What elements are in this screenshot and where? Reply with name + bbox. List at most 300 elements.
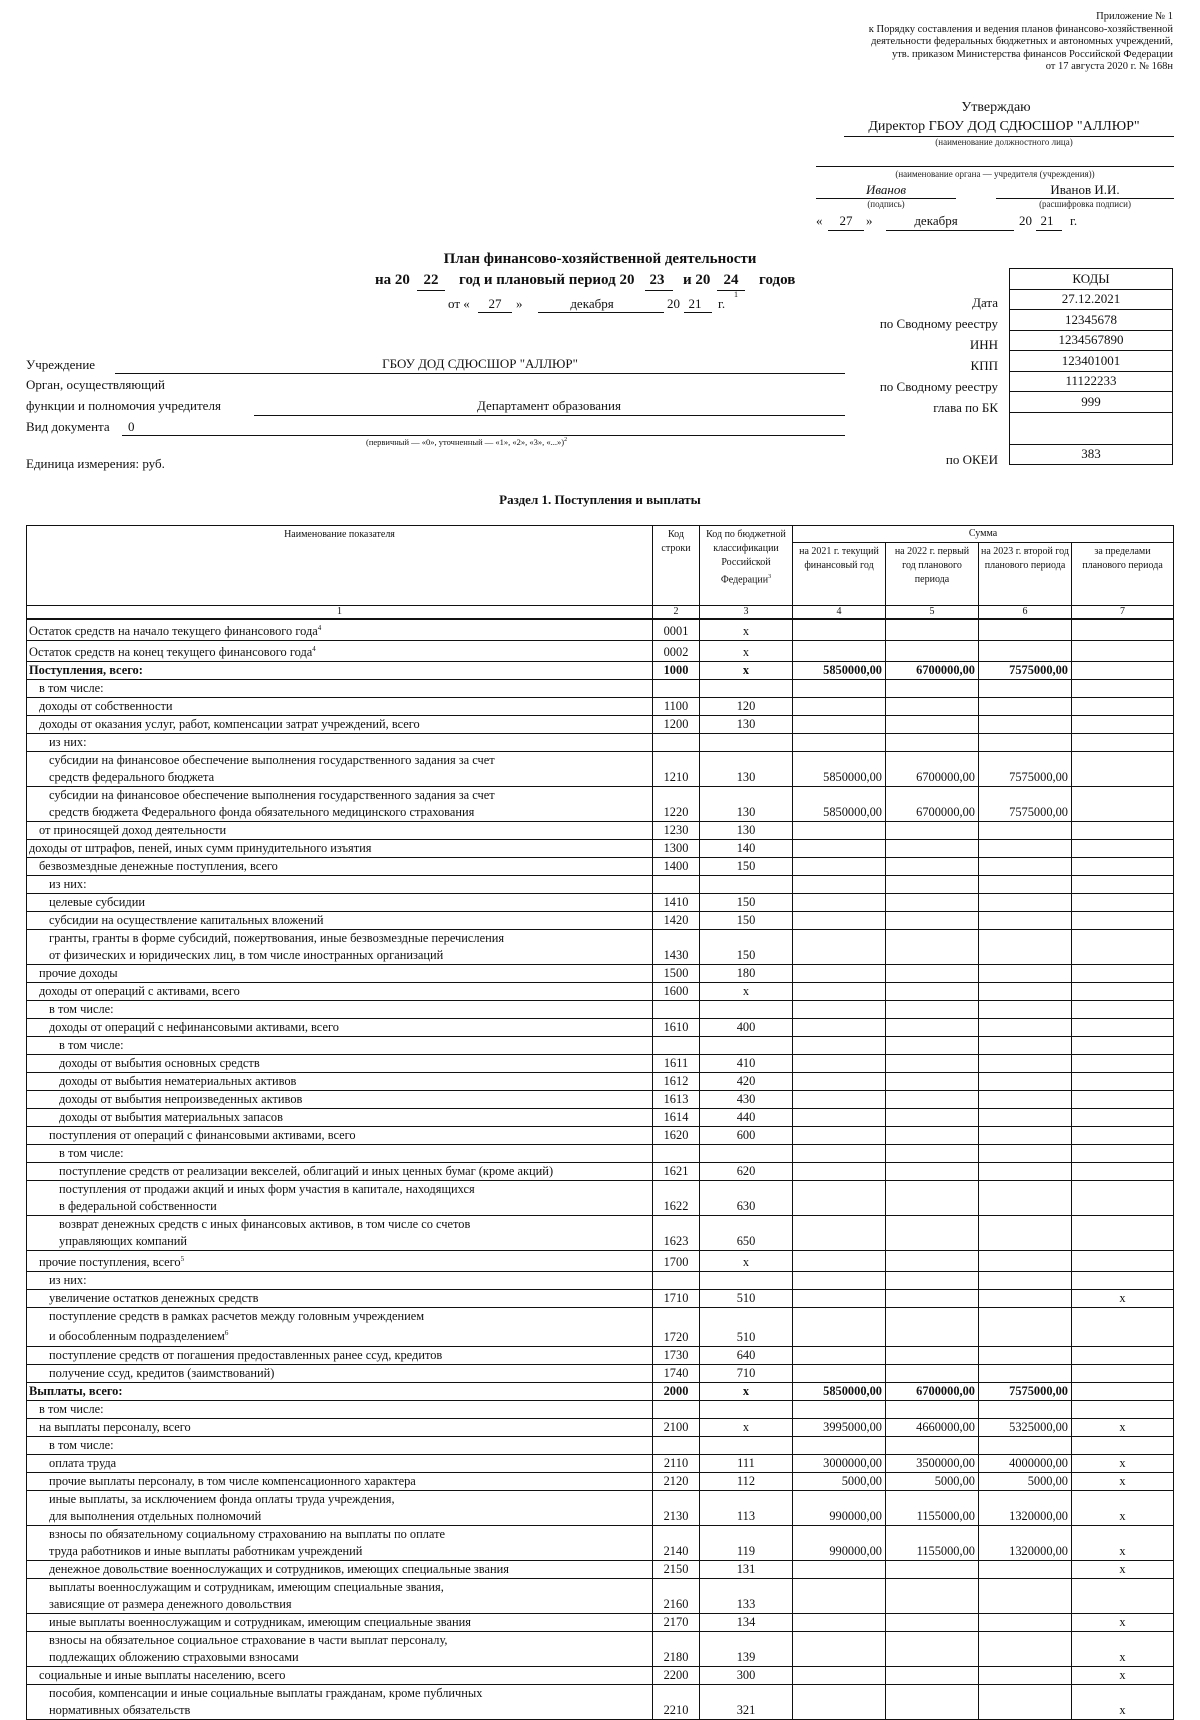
row-kbk: x bbox=[700, 1382, 793, 1400]
row-sum-2023 bbox=[979, 930, 1072, 965]
row-kbk: 180 bbox=[700, 965, 793, 983]
row-sum-2022 bbox=[886, 894, 979, 912]
table-row bbox=[27, 965, 1174, 983]
row-name-text: доходы от штрафов, пеней, иных сумм принудительного изъятия bbox=[29, 841, 372, 856]
row-name-text: доходы от выбытия материальных запасов bbox=[59, 1110, 283, 1125]
approval-decoded-name: Иванов И.И. bbox=[1050, 182, 1120, 197]
row-name-text-cont: подлежащих обложению страховыми взносами bbox=[49, 1649, 299, 1664]
row-sum-beyond: x bbox=[1072, 1418, 1174, 1436]
row-sum-beyond bbox=[1072, 1364, 1174, 1382]
row-sum-2022 bbox=[886, 619, 979, 641]
table-row bbox=[27, 641, 1174, 662]
institution-label: Учреждение bbox=[26, 357, 96, 372]
row-sum-2022 bbox=[886, 1251, 979, 1272]
row-sum-2022 bbox=[886, 1109, 979, 1127]
row-sum-2022: 4660000,00 bbox=[886, 1418, 979, 1436]
from-year: 21 bbox=[688, 296, 702, 311]
row-sum-beyond: x bbox=[1072, 1666, 1174, 1684]
row-name bbox=[27, 1308, 653, 1346]
row-sum-2023 bbox=[979, 983, 1072, 1001]
row-sum-2022 bbox=[886, 840, 979, 858]
row-sum-2023 bbox=[979, 716, 1072, 734]
row-sum-2023 bbox=[979, 1346, 1072, 1364]
row-sum-2023: 4000000,00 bbox=[979, 1454, 1072, 1472]
row-sum-beyond bbox=[1072, 840, 1174, 858]
row-sum-2021 bbox=[793, 1019, 886, 1037]
organ-label-1: Орган, осуществляющий bbox=[26, 377, 165, 392]
row-sum-beyond bbox=[1072, 912, 1174, 930]
row-kbk: 131 bbox=[700, 1560, 793, 1578]
row-code: 1100 bbox=[653, 698, 700, 716]
row-kbk: 113 bbox=[700, 1490, 793, 1525]
row-code: 1613 bbox=[653, 1091, 700, 1109]
row-name-text: безвозмездные денежные поступления, всего bbox=[39, 859, 278, 874]
date-quote-open: « bbox=[816, 213, 823, 228]
row-sum-2021 bbox=[793, 1290, 886, 1308]
row-sum-2022 bbox=[886, 912, 979, 930]
plan-title: План финансово-хозяйственной деятельности bbox=[443, 251, 757, 267]
table-row bbox=[27, 1490, 1174, 1525]
code-okei: 383 bbox=[1010, 444, 1173, 465]
table-body bbox=[27, 606, 1174, 1720]
row-name-text: субсидии на осуществление капитальных вложений bbox=[49, 913, 324, 928]
row-name-text: от приносящей доход деятельности bbox=[39, 823, 227, 838]
table-row bbox=[27, 787, 1174, 822]
row-code bbox=[653, 1400, 700, 1418]
plan-period bbox=[375, 272, 835, 292]
table-row bbox=[27, 1346, 1174, 1364]
row-sum-2022 bbox=[886, 876, 979, 894]
row-sum-2023 bbox=[979, 1251, 1072, 1272]
row-code: 1622 bbox=[653, 1181, 700, 1216]
row-name-text: из них: bbox=[49, 1273, 87, 1288]
row-sum-2022 bbox=[886, 1216, 979, 1251]
row-sum-2021 bbox=[793, 734, 886, 752]
row-kbk: 650 bbox=[700, 1216, 793, 1251]
approval-block bbox=[816, 100, 1176, 235]
row-name bbox=[27, 1001, 653, 1019]
row-sum-2023 bbox=[979, 1091, 1072, 1109]
row-kbk: 130 bbox=[700, 716, 793, 734]
row-sum-2022 bbox=[886, 858, 979, 876]
row-sum-beyond bbox=[1072, 930, 1174, 965]
code-label-bk: глава по БК bbox=[933, 400, 998, 415]
row-name-text-cont: от физических и юридических лиц, в том числе иностранных организаций bbox=[49, 948, 444, 963]
row-sum-2023 bbox=[979, 876, 1072, 894]
row-code: 2130 bbox=[653, 1490, 700, 1525]
row-name bbox=[27, 1216, 653, 1251]
code-label-date: Дата bbox=[972, 295, 998, 310]
row-sum-2023 bbox=[979, 1560, 1072, 1578]
row-name-text: Остаток средств на конец текущего финансового года bbox=[29, 645, 313, 660]
row-sum-2021: 990000,00 bbox=[793, 1490, 886, 1525]
period-and: и 20 bbox=[683, 272, 711, 288]
footnote-2: 2 bbox=[564, 437, 568, 444]
row-name-text: в том числе: bbox=[39, 681, 104, 696]
row-name bbox=[27, 1382, 653, 1400]
doctype-value: 0 bbox=[128, 419, 135, 434]
row-sum-2022 bbox=[886, 1073, 979, 1091]
row-sum-2021: 3995000,00 bbox=[793, 1418, 886, 1436]
row-sum-2023: 7575000,00 bbox=[979, 662, 1072, 680]
row-code bbox=[653, 734, 700, 752]
row-kbk: 150 bbox=[700, 912, 793, 930]
row-sum-2023 bbox=[979, 1578, 1072, 1613]
row-name bbox=[27, 858, 653, 876]
table-row bbox=[27, 662, 1174, 680]
row-sum-2022 bbox=[886, 1290, 979, 1308]
row-name bbox=[27, 930, 653, 965]
row-code: 2120 bbox=[653, 1472, 700, 1490]
row-sum-2021: 990000,00 bbox=[793, 1525, 886, 1560]
row-code: 1420 bbox=[653, 912, 700, 930]
row-name bbox=[27, 1472, 653, 1490]
appendix-line: от 17 августа 2020 г. № 168н bbox=[1045, 61, 1173, 72]
row-sum-2021: 5850000,00 bbox=[793, 1382, 886, 1400]
codes-header: КОДЫ bbox=[1010, 269, 1173, 290]
row-name bbox=[27, 1560, 653, 1578]
row-sum-beyond bbox=[1072, 1272, 1174, 1290]
row-sum-2021 bbox=[793, 1578, 886, 1613]
code-bk: 999 bbox=[1010, 392, 1173, 413]
table-row bbox=[27, 1251, 1174, 1272]
row-sum-2023 bbox=[979, 1109, 1072, 1127]
row-sum-2023 bbox=[979, 1436, 1072, 1454]
row-name bbox=[27, 1181, 653, 1216]
row-sum-beyond bbox=[1072, 1163, 1174, 1181]
row-sum-2021 bbox=[793, 1055, 886, 1073]
row-sum-beyond bbox=[1072, 876, 1174, 894]
header-col5: на 2022 г. первый год планового периода bbox=[886, 543, 979, 606]
row-name bbox=[27, 662, 653, 680]
row-sum-beyond: x bbox=[1072, 1472, 1174, 1490]
unit-label: Единица измерения: руб. bbox=[26, 456, 165, 471]
row-name bbox=[27, 1490, 653, 1525]
row-name bbox=[27, 1272, 653, 1290]
row-kbk: 133 bbox=[700, 1578, 793, 1613]
period-year2: 23 bbox=[649, 272, 665, 288]
row-sum-2021 bbox=[793, 1308, 886, 1346]
row-sum-2023 bbox=[979, 1181, 1072, 1216]
row-name-text: увеличение остатков денежных средств bbox=[49, 1291, 259, 1306]
row-sum-beyond bbox=[1072, 1400, 1174, 1418]
table-row bbox=[27, 1382, 1174, 1400]
row-name-text: денежное довольствие военнослужащих и сотрудников, имеющих специальные звания bbox=[49, 1561, 509, 1576]
row-sum-2022 bbox=[886, 1001, 979, 1019]
row-name bbox=[27, 619, 653, 641]
code-label-kpp: КПП bbox=[970, 358, 998, 373]
row-code: 2160 bbox=[653, 1578, 700, 1613]
row-sum-2021: 5000,00 bbox=[793, 1472, 886, 1490]
row-code: 1600 bbox=[653, 983, 700, 1001]
row-sum-2023 bbox=[979, 734, 1072, 752]
row-sum-2022 bbox=[886, 1578, 979, 1613]
table-row bbox=[27, 1272, 1174, 1290]
approval-year-suffix: г. bbox=[1070, 213, 1078, 228]
row-sum-2023 bbox=[979, 965, 1072, 983]
row-name bbox=[27, 641, 653, 662]
row-sum-2022 bbox=[886, 822, 979, 840]
row-kbk: 130 bbox=[700, 787, 793, 822]
row-kbk: x bbox=[700, 662, 793, 680]
row-sum-2021 bbox=[793, 858, 886, 876]
row-sum-2022 bbox=[886, 734, 979, 752]
row-code: 1620 bbox=[653, 1127, 700, 1145]
row-sum-2022 bbox=[886, 1364, 979, 1382]
row-sum-beyond bbox=[1072, 662, 1174, 680]
row-kbk: 400 bbox=[700, 1019, 793, 1037]
table-row bbox=[27, 858, 1174, 876]
table-row bbox=[27, 1109, 1174, 1127]
row-kbk bbox=[700, 1272, 793, 1290]
row-sum-2021 bbox=[793, 876, 886, 894]
row-kbk: x bbox=[700, 619, 793, 641]
row-name bbox=[27, 1127, 653, 1145]
row-sum-2023 bbox=[979, 840, 1072, 858]
row-name-text: доходы от выбытия непроизведенных активов bbox=[59, 1092, 303, 1107]
row-name-text-cont: для выполнения отдельных полномочий bbox=[49, 1508, 262, 1523]
row-sum-beyond bbox=[1072, 1073, 1174, 1091]
row-name-text: прочие выплаты персоналу, в том числе компенсационного характера bbox=[49, 1473, 416, 1488]
row-name bbox=[27, 1525, 653, 1560]
header-col6: на 2023 г. второй год планового периода bbox=[979, 543, 1072, 606]
row-name-text: Выплаты, всего: bbox=[29, 1383, 123, 1398]
row-code: 2000 bbox=[653, 1382, 700, 1400]
row-sum-beyond bbox=[1072, 1216, 1174, 1251]
row-code: 1614 bbox=[653, 1109, 700, 1127]
row-kbk: 710 bbox=[700, 1364, 793, 1382]
row-name bbox=[27, 1454, 653, 1472]
row-name-text: поступление средств от реализации векселей, облигаций и иных ценных бумаг (кроме акций) bbox=[59, 1164, 554, 1179]
row-name-text: в том числе: bbox=[39, 1401, 104, 1416]
row-code: 1710 bbox=[653, 1290, 700, 1308]
table-row bbox=[27, 1560, 1174, 1578]
approval-month: декабря bbox=[914, 213, 958, 228]
appendix-line: к Порядку составления и ведения планов финансово-хозяйственной bbox=[868, 23, 1173, 35]
table-row bbox=[27, 840, 1174, 858]
row-sum-beyond bbox=[1072, 619, 1174, 641]
row-sum-2022: 3500000,00 bbox=[886, 1454, 979, 1472]
row-sum-2023: 7575000,00 bbox=[979, 787, 1072, 822]
row-sum-2022 bbox=[886, 1037, 979, 1055]
code-empty bbox=[1010, 412, 1173, 444]
table-row bbox=[27, 1001, 1174, 1019]
row-code: 1500 bbox=[653, 965, 700, 983]
row-name bbox=[27, 894, 653, 912]
row-name bbox=[27, 1019, 653, 1037]
row-footnote: 5 bbox=[180, 1255, 185, 1264]
row-name bbox=[27, 1578, 653, 1613]
row-kbk bbox=[700, 734, 793, 752]
row-sum-2023 bbox=[979, 1631, 1072, 1666]
row-name-text-cont: средств бюджета Федерального фонда обязательного медицинского страхования bbox=[49, 805, 475, 820]
row-sum-2021: 5850000,00 bbox=[793, 752, 886, 787]
row-sum-2021 bbox=[793, 1560, 886, 1578]
table-row bbox=[27, 716, 1174, 734]
row-footnote: 4 bbox=[312, 645, 316, 654]
appendix-line: Приложение № 1 bbox=[1096, 11, 1173, 22]
row-code: 1430 bbox=[653, 930, 700, 965]
row-name-text: выплаты военнослужащим и сотрудникам, имеющим специальные звания, bbox=[49, 1579, 444, 1594]
row-name-text: взносы на обязательное социальное страхование в части выплат персоналу, bbox=[49, 1632, 448, 1647]
colnum: 6 bbox=[979, 606, 1072, 620]
row-name-text: из них: bbox=[49, 877, 87, 892]
row-name-text-cont: нормативных обязательств bbox=[49, 1702, 191, 1717]
row-sum-2021 bbox=[793, 1037, 886, 1055]
header-col7: за пределами планового периода bbox=[1072, 543, 1174, 606]
period-middle: год и плановый период 20 bbox=[459, 272, 635, 288]
header-code: Код строки bbox=[653, 526, 700, 606]
row-name bbox=[27, 822, 653, 840]
row-sum-beyond bbox=[1072, 894, 1174, 912]
table-row bbox=[27, 752, 1174, 787]
row-sum-2022 bbox=[886, 1163, 979, 1181]
colnum: 2 bbox=[653, 606, 700, 620]
table-row bbox=[27, 1525, 1174, 1560]
row-kbk: 620 bbox=[700, 1163, 793, 1181]
row-code: 2110 bbox=[653, 1454, 700, 1472]
row-code: 1621 bbox=[653, 1163, 700, 1181]
table-row bbox=[27, 1181, 1174, 1216]
row-sum-beyond bbox=[1072, 787, 1174, 822]
row-kbk bbox=[700, 1037, 793, 1055]
row-name-text: взносы по обязательному социальному страхованию на выплаты по оплате bbox=[49, 1526, 446, 1541]
row-name-text: в том числе: bbox=[49, 1002, 114, 1017]
table-row bbox=[27, 734, 1174, 752]
from-suffix: г. bbox=[718, 296, 726, 311]
row-name-text: в том числе: bbox=[59, 1146, 124, 1161]
row-name-text: в том числе: bbox=[49, 1437, 114, 1452]
row-name-text: возврат денежных средств с иных финансовых активов, в том числе со счетов bbox=[59, 1217, 471, 1232]
row-code: 1623 bbox=[653, 1216, 700, 1251]
row-code bbox=[653, 1037, 700, 1055]
row-sum-2021: 5850000,00 bbox=[793, 787, 886, 822]
row-name-text: получение ссуд, кредитов (заимствований) bbox=[49, 1365, 275, 1380]
row-sum-2021 bbox=[793, 1364, 886, 1382]
row-sum-2021 bbox=[793, 641, 886, 662]
row-name bbox=[27, 1251, 653, 1272]
row-name bbox=[27, 840, 653, 858]
row-sum-2021 bbox=[793, 1001, 886, 1019]
colnum: 5 bbox=[886, 606, 979, 620]
row-name-text: из них: bbox=[49, 735, 87, 750]
row-code: 0001 bbox=[653, 619, 700, 641]
row-name bbox=[27, 1037, 653, 1055]
row-sum-beyond bbox=[1072, 1127, 1174, 1145]
row-name-text: прочие поступления, всего bbox=[39, 1255, 181, 1270]
row-sum-2023 bbox=[979, 1145, 1072, 1163]
row-sum-2022 bbox=[886, 1684, 979, 1719]
row-name-text: доходы от операций с нефинансовыми активами, всего bbox=[49, 1020, 339, 1035]
row-sum-2022 bbox=[886, 1181, 979, 1216]
row-kbk bbox=[700, 1145, 793, 1163]
row-sum-2021 bbox=[793, 1631, 886, 1666]
row-sum-2023 bbox=[979, 641, 1072, 662]
row-sum-beyond bbox=[1072, 641, 1174, 662]
row-name bbox=[27, 1163, 653, 1181]
row-sum-2022 bbox=[886, 1019, 979, 1037]
row-code: 2140 bbox=[653, 1525, 700, 1560]
row-sum-2021 bbox=[793, 1666, 886, 1684]
row-sum-2022 bbox=[886, 1631, 979, 1666]
row-name-text: оплата труда bbox=[49, 1455, 117, 1470]
row-sum-2021 bbox=[793, 1436, 886, 1454]
row-sum-2021 bbox=[793, 1251, 886, 1272]
row-sum-2021 bbox=[793, 1181, 886, 1216]
code-label-registry-organ: по Сводному реестру bbox=[879, 379, 998, 394]
row-name bbox=[27, 1091, 653, 1109]
row-sum-2023 bbox=[979, 1073, 1072, 1091]
row-sum-beyond bbox=[1072, 1001, 1174, 1019]
row-sum-beyond bbox=[1072, 1055, 1174, 1073]
row-name-text: поступления от продажи акций и иных форм участия в капитале, находящихся bbox=[59, 1182, 475, 1197]
row-code bbox=[653, 680, 700, 698]
table-row bbox=[27, 1055, 1174, 1073]
row-sum-2022 bbox=[886, 1666, 979, 1684]
row-name-text-cont: труда работников и иные выплаты работникам учреждений bbox=[49, 1543, 363, 1558]
approval-year: 21 bbox=[1040, 213, 1054, 228]
row-kbk: 139 bbox=[700, 1631, 793, 1666]
row-sum-2023 bbox=[979, 1400, 1072, 1418]
table-row bbox=[27, 1418, 1174, 1436]
row-name bbox=[27, 1400, 653, 1418]
row-kbk: 119 bbox=[700, 1525, 793, 1560]
row-sum-beyond bbox=[1072, 1308, 1174, 1346]
row-sum-2022 bbox=[886, 965, 979, 983]
row-kbk: 150 bbox=[700, 930, 793, 965]
row-sum-2023 bbox=[979, 1216, 1072, 1251]
row-name bbox=[27, 1055, 653, 1073]
row-name-text: иные выплаты, за исключением фонда оплаты труда учреждения, bbox=[49, 1491, 395, 1506]
from-label: от « bbox=[448, 296, 470, 311]
row-sum-2021 bbox=[793, 912, 886, 930]
footnote-1: 1 bbox=[734, 290, 738, 299]
row-code: 1740 bbox=[653, 1364, 700, 1382]
row-code: 1220 bbox=[653, 787, 700, 822]
row-name-text: социальные и иные выплаты населению, всего bbox=[39, 1667, 286, 1682]
row-sum-2021 bbox=[793, 680, 886, 698]
row-sum-2023: 7575000,00 bbox=[979, 1382, 1072, 1400]
row-sum-2023 bbox=[979, 894, 1072, 912]
row-sum-beyond bbox=[1072, 1578, 1174, 1613]
table-row bbox=[27, 1073, 1174, 1091]
row-name bbox=[27, 876, 653, 894]
row-sum-2022: 6700000,00 bbox=[886, 662, 979, 680]
period-year3: 24 bbox=[723, 272, 739, 288]
row-name bbox=[27, 716, 653, 734]
row-name-text: поступление средств в рамках расчетов между головным учреждением bbox=[49, 1309, 425, 1324]
row-kbk: 134 bbox=[700, 1613, 793, 1631]
row-sum-2023 bbox=[979, 1272, 1072, 1290]
row-kbk bbox=[700, 1001, 793, 1019]
header-col4: на 2021 г. текущий финансовый год bbox=[793, 543, 886, 606]
code-registry: 12345678 bbox=[1010, 310, 1173, 331]
row-sum-2021: 5850000,00 bbox=[793, 662, 886, 680]
table-row bbox=[27, 1578, 1174, 1613]
from-month: декабря bbox=[570, 296, 614, 311]
code-label-registry: по Сводному реестру bbox=[879, 316, 998, 331]
row-kbk bbox=[700, 876, 793, 894]
row-code: 0002 bbox=[653, 641, 700, 662]
row-sum-2022 bbox=[886, 1346, 979, 1364]
row-sum-2022 bbox=[886, 641, 979, 662]
code-inn: 1234567890 bbox=[1010, 330, 1173, 351]
row-name bbox=[27, 1145, 653, 1163]
row-sum-2022 bbox=[886, 1613, 979, 1631]
appendix-line: утв. приказом Министерства финансов Российской Федерации bbox=[891, 48, 1173, 60]
doctype-caption bbox=[366, 437, 567, 447]
row-sum-2023: 5325000,00 bbox=[979, 1418, 1072, 1436]
